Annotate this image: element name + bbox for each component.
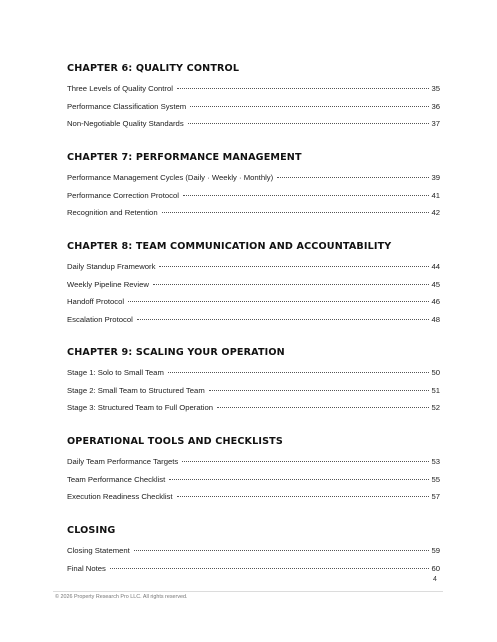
toc-section [67,62,440,133]
toc-entry-label: Daily Standup Framework [67,262,156,271]
toc-entry-page: 46 [431,297,440,306]
toc-entry-label: Stage 3: Structured Team to Full Operation [67,403,213,412]
toc-entry[interactable] [67,276,440,294]
toc-entry[interactable] [67,399,440,417]
toc-entry-label: Weekly Pipeline Review [67,279,149,289]
section-title: CHAPTER 9: SCALING YOUR OPERATION [67,347,285,358]
dot-leader [182,461,429,462]
toc-section [67,151,440,222]
toc-entry-label: Execution Readiness Checklist [67,492,173,501]
toc-entry-page: 52 [431,403,440,412]
toc-entry-page: 57 [431,492,440,501]
toc-entry-page: 39 [431,173,440,182]
toc-entry[interactable] [67,488,440,506]
dot-leader [128,301,429,302]
toc-entry-label: Stage 2: Small Team to Structured Team [67,385,205,395]
toc-entry-label: Handoff Protocol [67,297,125,306]
dot-leader [209,390,430,391]
toc-entry-label: Performance Classification System [67,101,187,111]
toc-entry-label: Three Levels of Quality Control [67,84,173,93]
toc-entry-label: Team Performance Checklist [67,474,166,484]
dot-leader [159,266,429,267]
dot-leader [188,123,430,124]
dot-leader [177,88,429,89]
toc-section [67,435,440,506]
copyright-footer: © 2026 Property Research Pro LLC. All rights reserved. [55,594,188,600]
toc-entry-page: 44 [431,262,440,271]
dot-leader [169,479,429,480]
toc-entry-page: 42 [431,208,440,217]
footer-divider [53,591,443,592]
toc-entry-label: Performance Correction Protocol [67,190,179,200]
toc-entry-label: Stage 1: Solo to Small Team [67,368,164,377]
toc-entry[interactable] [67,311,440,329]
toc-entry-page: 55 [431,474,440,484]
dot-leader [110,568,430,569]
toc-entry[interactable] [67,364,440,382]
dot-leader [168,372,430,373]
toc-entry[interactable] [67,98,440,116]
toc-entry-page: 50 [431,368,440,377]
toc-entry-page: 53 [431,457,440,466]
page-number: 4 [433,576,437,583]
toc-entry[interactable] [67,382,440,400]
dot-leader [153,284,430,285]
section-title: OPERATIONAL TOOLS AND CHECKLISTS [67,436,283,447]
toc-entry-label: Closing Statement [67,546,130,555]
toc-entry-label: Recognition and Retention [67,208,158,217]
toc-entry-page: 36 [431,101,440,111]
toc-entry[interactable] [67,187,440,205]
toc-entry-page: 45 [431,279,440,289]
toc-entry-label: Escalation Protocol [67,314,133,324]
toc-entry-page: 48 [431,314,440,324]
section-title: CHAPTER 6: QUALITY CONTROL [67,63,240,74]
toc-entry[interactable] [67,80,440,98]
dot-leader [177,496,430,497]
toc-entry-page: 59 [431,546,440,555]
dot-leader [277,177,429,178]
toc-entry[interactable] [67,560,440,578]
toc-entry-page: 41 [431,190,440,200]
dot-leader [134,550,430,551]
dot-leader [162,212,430,213]
toc-entry[interactable] [67,542,440,560]
toc-entry-page: 60 [431,563,440,573]
toc-entry-label: Daily Team Performance Targets [67,457,179,466]
dot-leader [137,319,430,320]
section-title: CHAPTER 7: PERFORMANCE MANAGEMENT [67,152,302,163]
toc-entry-page: 35 [431,84,440,93]
toc-entry-label: Final Notes [67,563,106,573]
toc-entry-label: Performance Management Cycles (Daily · Weekly · Monthly) [67,173,274,182]
dot-leader [217,407,429,408]
toc-entry-label: Non-Negotiable Quality Standards [67,119,184,128]
toc-entry[interactable] [67,471,440,489]
toc-entry[interactable] [67,169,440,187]
section-title: CHAPTER 8: TEAM COMMUNICATION AND ACCOUNTABILITY [67,241,392,252]
section-title: CLOSING [67,525,116,536]
toc-entry-page: 37 [431,119,440,128]
toc-section [67,240,440,328]
toc-section [67,524,440,577]
toc-entry-page: 51 [431,385,440,395]
dot-leader [183,195,429,196]
toc-entry[interactable] [67,204,440,222]
dot-leader [190,106,429,107]
toc-entry[interactable] [67,115,440,133]
toc-entry[interactable] [67,293,440,311]
toc-section [67,346,440,417]
toc-entry[interactable] [67,453,440,471]
toc-entry[interactable] [67,258,440,276]
